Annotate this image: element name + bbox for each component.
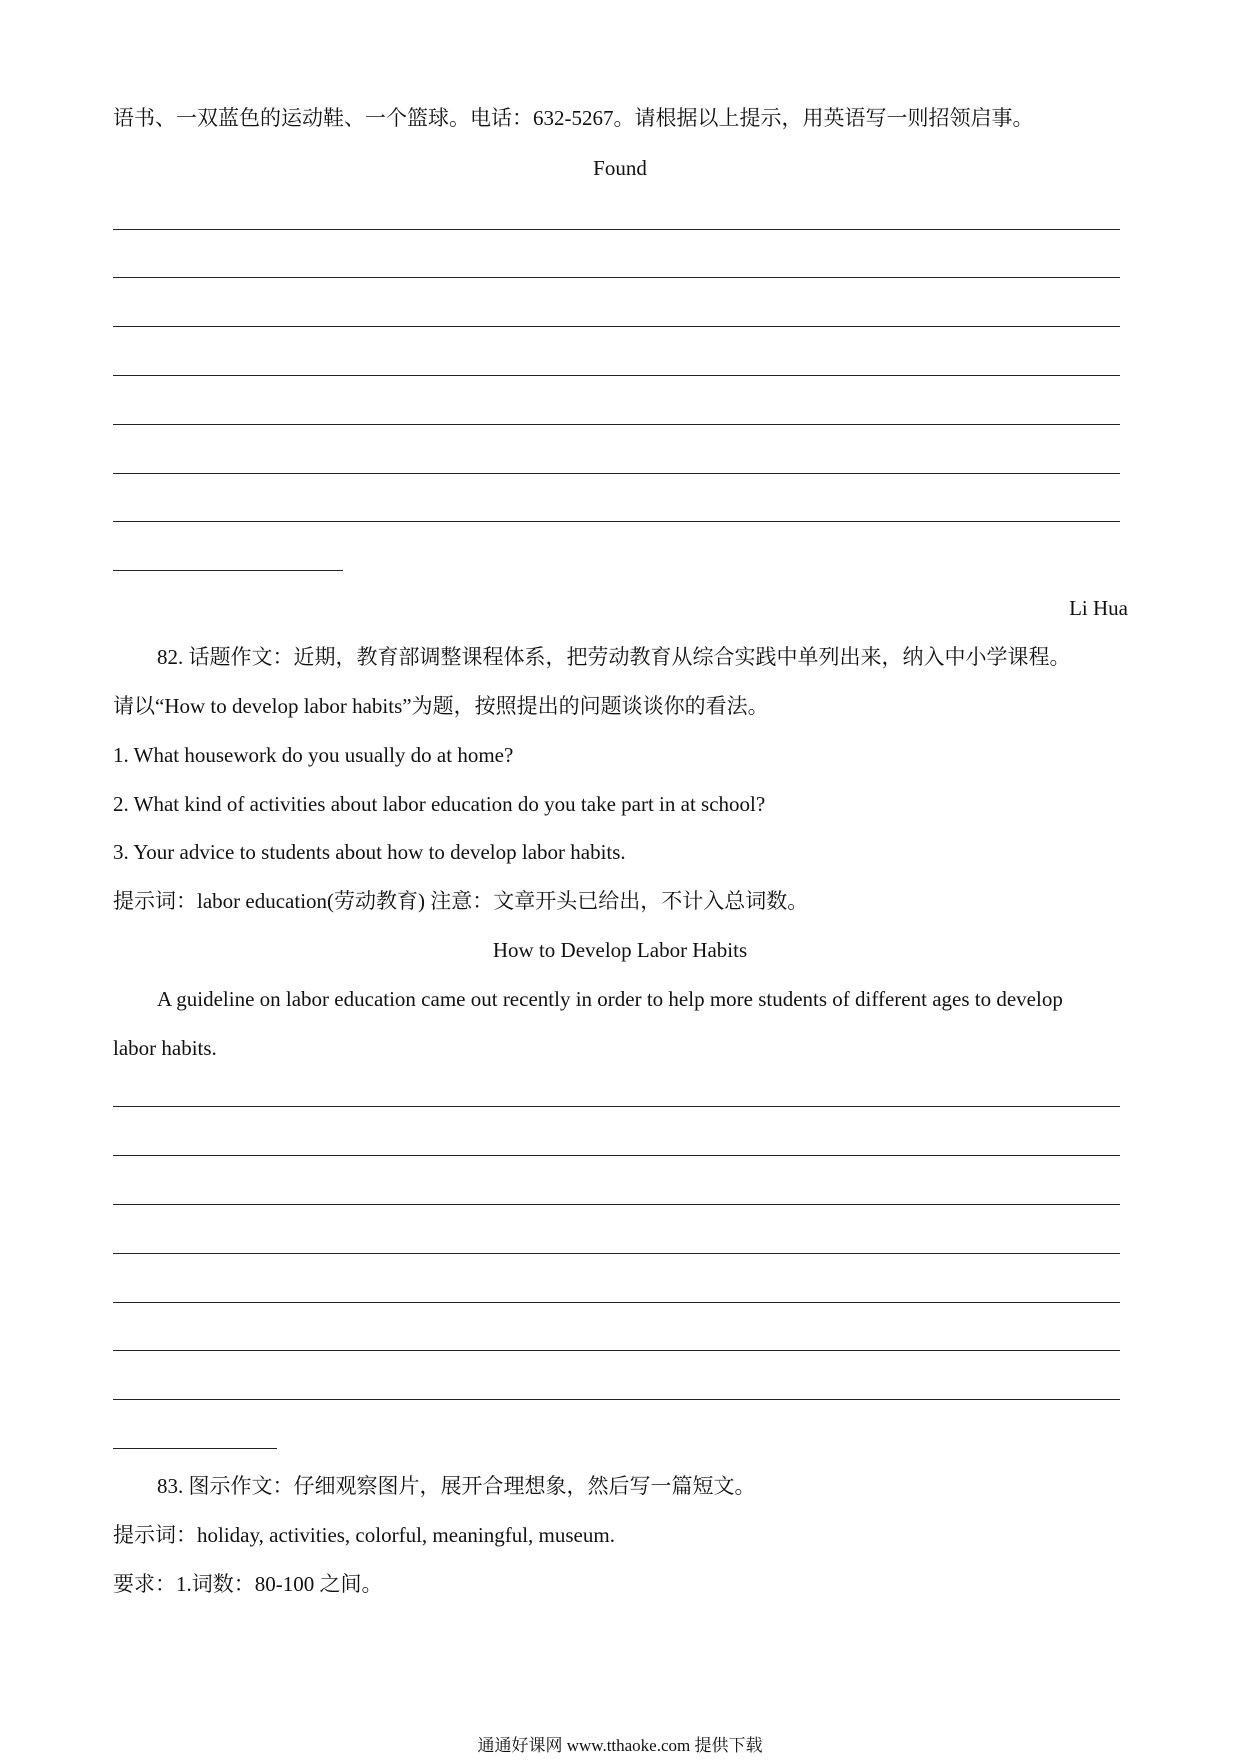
q82-opening-line2: labor habits. (113, 1036, 217, 1060)
q82-opening-line1: A guideline on labor education came out recently in order to help more students of different ages to develop (157, 987, 1063, 1011)
writing-line (113, 424, 1120, 425)
q82-question-1: 1. What housework do you usually do at home? (113, 743, 514, 767)
writing-line-short (113, 1448, 277, 1449)
writing-line (113, 229, 1120, 230)
writing-line (113, 1350, 1120, 1351)
q82-essay-title: How to Develop Labor Habits (492, 938, 748, 962)
q83-prompt: 83. 图示作文：仔细观察图片，展开合理想象，然后写一篇短文。 (157, 1474, 756, 1498)
q81-title: Found (593, 156, 647, 180)
page-footer: 通通好课网 www.tthaoke.com 提供下载 (477, 1736, 763, 1755)
writing-line (113, 1399, 1120, 1400)
writing-line-short (113, 570, 343, 571)
writing-line (113, 326, 1120, 327)
q82-hint: 提示词：labor education(劳动教育) 注意：文章开头已给出，不计入总词数。 (113, 889, 809, 913)
q81-intro-line: 语书、一双蓝色的运动鞋、一个篮球。电话：632-5267。请根据以上提示，用英语写一则招领启事。 (113, 106, 1034, 130)
writing-line (113, 1106, 1120, 1107)
writing-line (113, 1302, 1120, 1303)
writing-line (113, 375, 1120, 376)
writing-line (113, 1155, 1120, 1156)
q81-signature: Li Hua (1069, 596, 1128, 620)
q82-question-2: 2. What kind of activities about labor education do you take part in at school? (113, 792, 766, 816)
writing-line (113, 521, 1120, 522)
writing-line (113, 473, 1120, 474)
q82-prompt-line2: 请以“How to develop labor habits”为题，按照提出的问题谈谈你的看法。 (113, 694, 769, 718)
q82-prompt-line1: 82. 话题作文：近期，教育部调整课程体系，把劳动教育从综合实践中单列出来，纳入中小学课程。 (157, 645, 1071, 669)
q82-question-3: 3. Your advice to students about how to develop labor habits. (113, 840, 626, 864)
q83-requirement: 要求：1.词数：80-100 之间。 (113, 1572, 383, 1596)
writing-line (113, 1204, 1120, 1205)
writing-line (113, 277, 1120, 278)
writing-line (113, 1253, 1120, 1254)
q83-hint: 提示词：holiday, activities, colorful, meaningful, museum. (113, 1523, 615, 1547)
